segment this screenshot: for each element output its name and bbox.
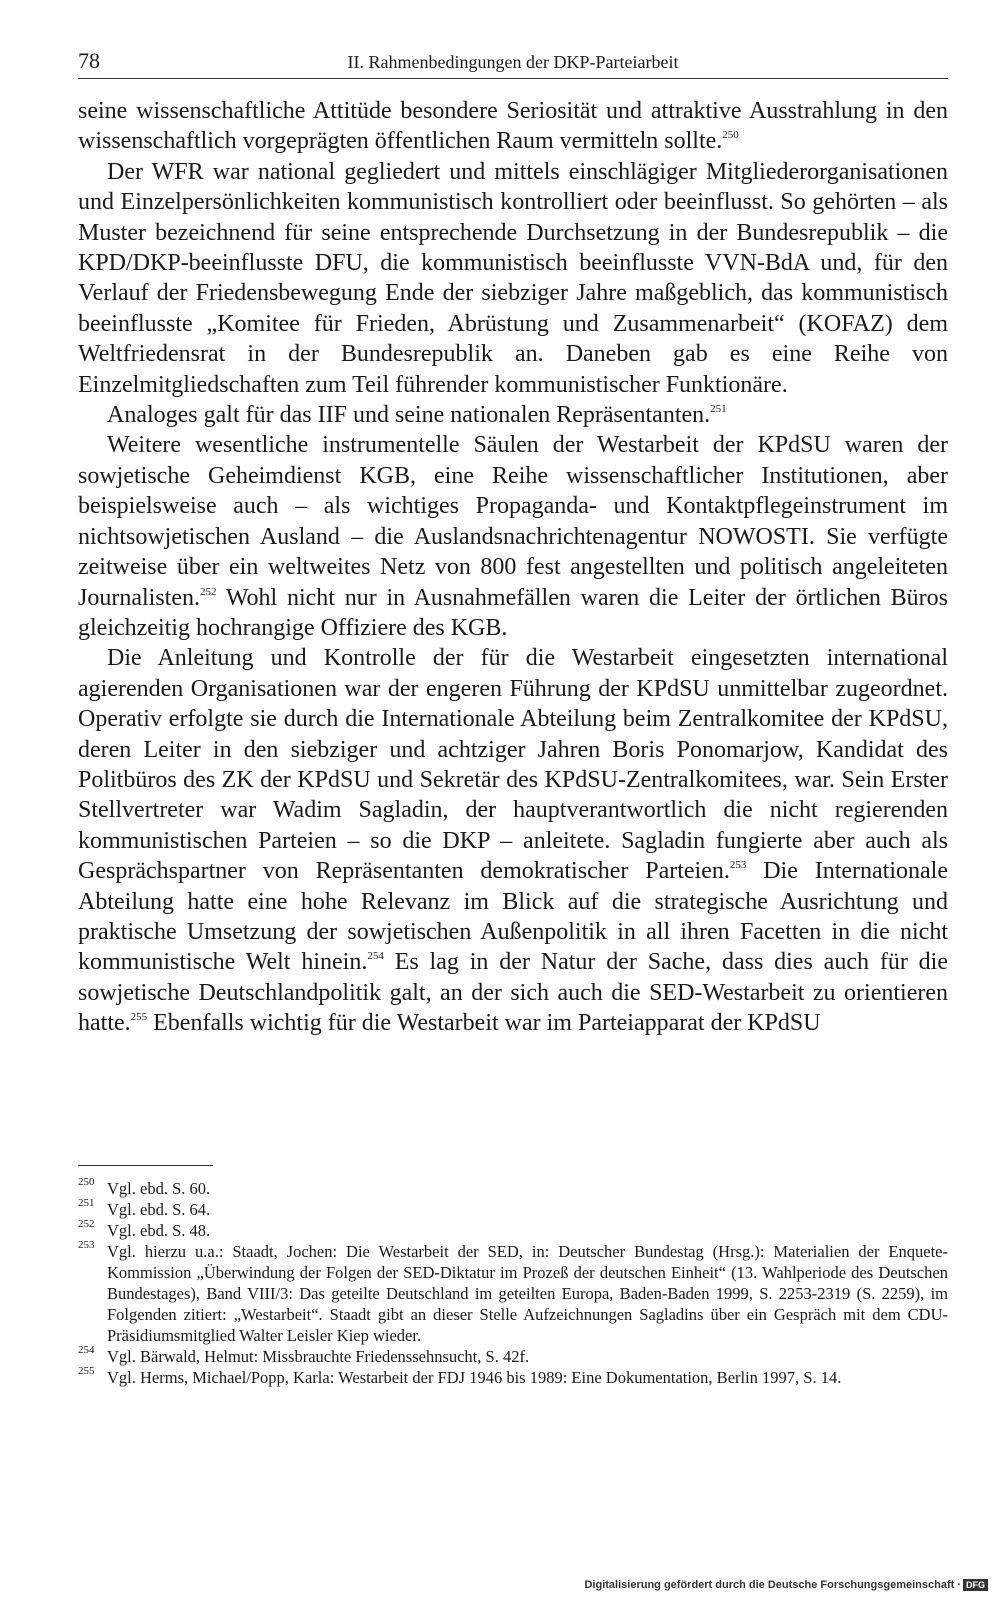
footnote-ref[interactable]: 251 <box>710 403 727 416</box>
page-header <box>78 48 948 79</box>
footnote: 252 Vgl. ebd. S. 48. <box>78 1220 948 1241</box>
body-text <box>78 96 948 1039</box>
footnote-ref[interactable]: 253 <box>729 859 747 872</box>
footnote-number: 251 <box>78 1197 95 1209</box>
footnote: 251 Vgl. ebd. S. 64. <box>78 1199 948 1220</box>
footnote: 250 Vgl. ebd. S. 60. <box>78 1178 948 1199</box>
footnote: 253 Vgl. hierzu u.a.: Staadt, Jochen: Die Westarbeit der SED, in: Deutscher Bundestag (Hrsg.): Materialien der Enquete-Kommission „Überwindung der Folgen der SED-Diktatur im Prozeß der deutschen Einheit“ (13. Wahlperiode des Deutschen Bundestages), Band VIII/3: Das geteilte Deutschland im geteilten Europa, Baden-Baden 1999, S. 2253-2319 (S. 2259), im Folgenden zitiert: „Westarbeit“. Staadt gibt an dieser Stelle Aufzeichnungen Sagladins über ein Gespräch mit dem CDU-Präsidiumsmitglied Walter Leisler Kiep wieder. <box>78 1241 948 1346</box>
footnote-divider <box>78 1165 213 1166</box>
footer-text: Digitalisierung gefördert durch die Deutsche Forschungsgemeinschaft · <box>584 1579 961 1591</box>
paragraph: Weitere wesentliche instrumentelle Säulen der Westarbeit der KPdSU waren der sowjetische Geheimdienst KGB, eine Reihe wissenschaftlicher Institutionen, aber beispielsweise auch – als wichtiges Propaganda- und Kontaktpflegeinstrument im nichtsowjetischen Ausland – die Auslandsnachrichtenagentur NOWOSTI. Sie verfügte zeitweise über ein weltweites Netz von 800 fest angestellten und politisch angeleiteten Journalisten.$^{252}$ Wohl nicht nur in Ausnahmefällen waren die Leiter der örtlichen Büros gleichzeitig hochrangige Offiziere des KGB. <box>78 432 948 641</box>
footnote: 254 Vgl. Bärwald, Helmut: Missbrauchte Friedenssehnsucht, S. 42f. <box>78 1346 948 1367</box>
footnote-ref[interactable]: 250 <box>722 129 739 142</box>
paragraph: Die Anleitung und Kontrolle der für die Westarbeit eingesetzten international agierenden Organisationen war der engeren Führung der KPdSU unmittelbar zugeordnet. Operativ erfolgte sie durch die Internationale Abteilung beim Zentralkomitee der KPdSU, deren Leiter in den siebziger und achtziger Jahren Boris Ponomarjow, Kandidat des Politbüros des ZK der KPdSU und Sekretär des KPdSU-Zentralkomitees, war. Sein Erster Stellvertreter war Wadim Sagladin, der hauptverantwortlich die nicht regierenden kommunistischen Parteien – so die DKP – anleitete. Sagladin fungierte aber auch als Gesprächspartner von Repräsentanten demokratischer Parteien.$^{253}$ Die Internationale Abteilung hatte eine hohe Relevanz im Blick auf die strategische Ausrichtung und praktische Umsetzung der sowjetischen Außenpolitik in all ihren Facetten in die nicht kommunistische Welt hinein.$^{254}$ Es lag in der Natur der Sache, dass dies auch für die sowjetische Deutschlandpolitik galt, an der sich auch die SED-Westarbeit zu orientieren hatte.$^{255}$ Ebenfalls wichtig für die Westarbeit war im Parteiapparat der KPdSU <box>78 645 948 1037</box>
digitization-footer <box>584 1579 988 1591</box>
footnotes <box>78 1178 948 1388</box>
footnote-number: 254 <box>78 1344 95 1356</box>
dfg-logo: DFG <box>963 1579 988 1591</box>
page-number: 78 <box>78 48 100 73</box>
footnote-number: 255 <box>78 1365 95 1377</box>
paragraph: Analoges galt für das IIF und seine nationalen Repräsentanten.$^{251}$ <box>107 402 727 429</box>
footnote-number: 252 <box>78 1218 95 1230</box>
footnote-ref[interactable]: 252 <box>199 585 217 598</box>
footnote-ref[interactable]: 254 <box>367 950 384 963</box>
footnote: 255 Vgl. Herms, Michael/Popp, Karla: Westarbeit der FDJ 1946 bis 1989: Eine Dokumentation, Berlin 1997, S. 14. <box>78 1367 948 1388</box>
paragraph: seine wissenschaftliche Attitüde besondere Seriosität und attraktive Ausstrahlung in den wissenschaftlich vorgeprägten öffentlichen Raum vermitteln sollte.$^{250}$ <box>78 98 948 155</box>
running-title: II. Rahmenbedingungen der DKP-Parteiarbeit <box>347 52 679 72</box>
footnote-number: 250 <box>78 1176 95 1188</box>
paragraph: Der WFR war national gegliedert und mittels einschlägiger Mitgliederorganisationen und Einzelpersönlichkeiten kommunistisch kontrolliert oder beeinflusst. So gehörten – als Muster bezeichnend für seine entsprechende Durchsetzung in der Bundesrepublik – die KPD/DKP-beeinflusste DFU, die kommunistisch beeinflusste VVN-BdA und, für den Verlauf der Friedensbewegung Ende der siebziger Jahre maßgeblich, das kommunistisch beeinflusste „Komitee für Frieden, Abrüstung und Zusammenarbeit“ (KOFAZ) dem Weltfriedensrat in der Bundesrepublik an. Daneben gab es eine Reihe von Einzelmitgliedschaften zum Teil führender kommunistischer Funktionäre. <box>78 158 948 398</box>
footnote-number: 253 <box>78 1239 95 1251</box>
footnote-ref[interactable]: 255 <box>130 1011 148 1024</box>
